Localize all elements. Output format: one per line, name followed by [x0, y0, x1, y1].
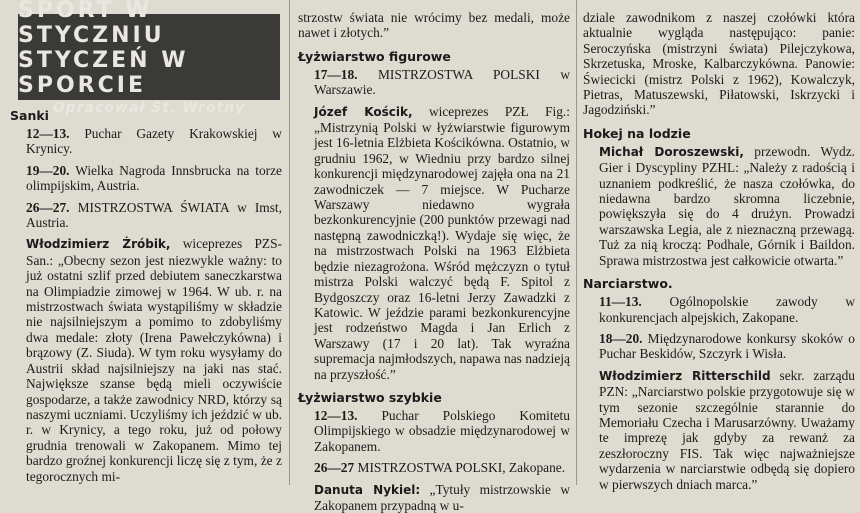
quote-author: Józef Kościk,	[314, 104, 413, 119]
quote-paragraph: Włodzimierz Żróbik, wiceprezes PZS-San.: „Obecny sezon jest niezwykle ważny: to już ostatni szlif przed debiutem saneczkarstwa na Olimpiadzie zimowej w 1964. W ub. r. na mistrzostwach świata wystąpiliśmy w składzie nie najsilniejszym a pomimo to zdobyliśmy dwa medale: złoty (Irena Pawełczykówna) i brązowy (Z. Siuda). W tym roku wysyłamy do Austrii skład najsilniejszy na jaki nas stać. Największe szanse będą mieli oczywiście gospodarze, a także zawodnicy NRD, którzy są naszymi uczniami. Uczyliśmy ich jeździć w ub. r. w Krynicy, a tego roku, już od połowy grudnia trenowali w Zakopanem. Mimo tej bardzo groźnej konkurencji liczę się z tym, że z tegorocznych mi-	[26, 236, 282, 484]
quote-author: Danuta Nykiel:	[314, 482, 421, 497]
section-title-hokej: Hokej na lodzie	[583, 125, 691, 141]
masthead	[18, 0, 280, 116]
section-title-narciarstwo: Narciarstwo.	[583, 276, 673, 292]
column-divider	[576, 0, 577, 485]
masthead-title-2: STYCZEŃ W SPORCIE	[18, 48, 189, 98]
masthead-byline: Opracował St. Wrotny	[52, 100, 246, 116]
section-title-figurowe: Łyżwiarstwo figurowe	[298, 48, 451, 64]
quote-paragraph: Michał Doroszewski, przewodn. Wydz. Gier i Dyscypliny PZHL: „Należy z radością i uznaniem podkreślić, że nasza czołówka, do niedawna bardzo skromna liczebnie, powiększyła się do 4 drużyn. Prowadzi warszawska Legia, ale z nieznaczną przewagą. Tuż za nią kroczą: Podhale, Górnik i Baildon. Sprawa mistrzostwa jest całkowicie otwarta.”	[599, 143, 855, 268]
event-item: 19—20. Wielka Nagroda Innsbrucka na torze olimpijskim, Austria.	[26, 162, 283, 194]
column-1	[10, 0, 282, 484]
quote-author: Włodzimierz Żróbik,	[26, 237, 171, 252]
event-item: 18—20. Międzynarodowe konkursy skoków o Puchar Beskidów, Szczyrk i Wisła.	[599, 330, 855, 362]
event-item: 11—13. Ogólnopolskie zawody w konkurencjach alpejskich, Zakopane.	[599, 294, 855, 325]
quote-paragraph: Danuta Nykiel: „Tytuły mistrzowskie w Zakopanem przypadną w u-	[314, 481, 570, 513]
continued-text: dziale zawodnikom z naszej czołówki która aktualnie wygląda następująco: panie: Seroczyńska (mistrzyni świata) Pilejczykowa, Skrzetuska, Mroske, Kalbarczykówna. Panowie: Świecicki (mistrz Polski z 1962), Kowalczyk, Pietras, Matuszewski, Piłatowski, Iskrzycki i Jagodziński.”	[583, 10, 855, 118]
section-title-sanki: Sanki	[10, 108, 49, 123]
section-title-szybkie: Łyżwiarstwo szybkie	[298, 389, 442, 405]
event-item: 26—27 MISTRZOSTWA POLSKI, Zakopane.	[314, 460, 566, 476]
column-divider	[289, 0, 290, 485]
event-item: 12—13. Puchar Polskiego Komitetu Olimpijskiego w obsadzie międzynarodowej w Zakopanem.	[314, 407, 570, 454]
continued-text: strzostw świata nie wrócimy bez medali, może nawet i złotych.”	[298, 10, 570, 41]
quote-paragraph: Józef Kościk, wiceprezes PZŁ Fig.: „Mistrzynią Polski w łyżwiarstwie figurowym jest 16-letnia Elżbieta Kościkówna. Ostatnio, w grudniu 1962, w Wiedniu przy bardzo silnej konkurencji międzynarodowej zajęła ona na 21 zawodniczek — 7 miejsce. W Pucharze Warszawy niedawno wygrała bezkonkurencyjnie (200 punktów przewagi nad następną zawodniczką!). Wydaje się więc, że na mistrzostwach Polski na 1963 Elżbieta będzie niezagrożona. Wśród mężczyzn o tytuł mistrza Polski walczyć będą F. Spitol z Bydgoszczy oraz 16-letni Jerzy Zawadzki z Katowic. W jeździe parami bezkonkurencyjne jest rodzeństwo Magda i Jan Erlich z Warszawy (17 i 20 lat). Tak wyraźna supremacja najmłodszych, napawa nas nadzieją na przyszłość.”	[314, 103, 570, 382]
event-item: 17—18. MISTRZOSTWA POLSKI w Warszawie.	[314, 66, 570, 98]
column-2	[298, 0, 570, 513]
quote-author: Michał Doroszewski,	[599, 144, 744, 159]
event-item: 26—27. MISTRZOSTWA ŚWIATA w Imst, Austria.	[26, 199, 282, 231]
quote-paragraph: Włodzimierz Ritterschild sekr. zarządu PZN: „Narciarstwo polskie przygotowuje się w tym sezonie szczególnie starannie do Memoriału Czecha i Marusarzówny. Uważamy te imprezę jak gdyby za rewanż za zeszłoroczny FIS. Tak więc najważniejsze wydarzenia w narciarstwie odbędą się dopiero w pierwszych dniach marca.”	[599, 367, 855, 492]
column-3	[583, 0, 855, 492]
masthead-title-1: SPORT W STYCZNIU	[18, 0, 165, 48]
event-item: 12—13. Puchar Gazety Krakowskiej w Krynicy.	[26, 126, 282, 157]
quote-author: Włodzimierz Ritterschild	[599, 368, 771, 383]
